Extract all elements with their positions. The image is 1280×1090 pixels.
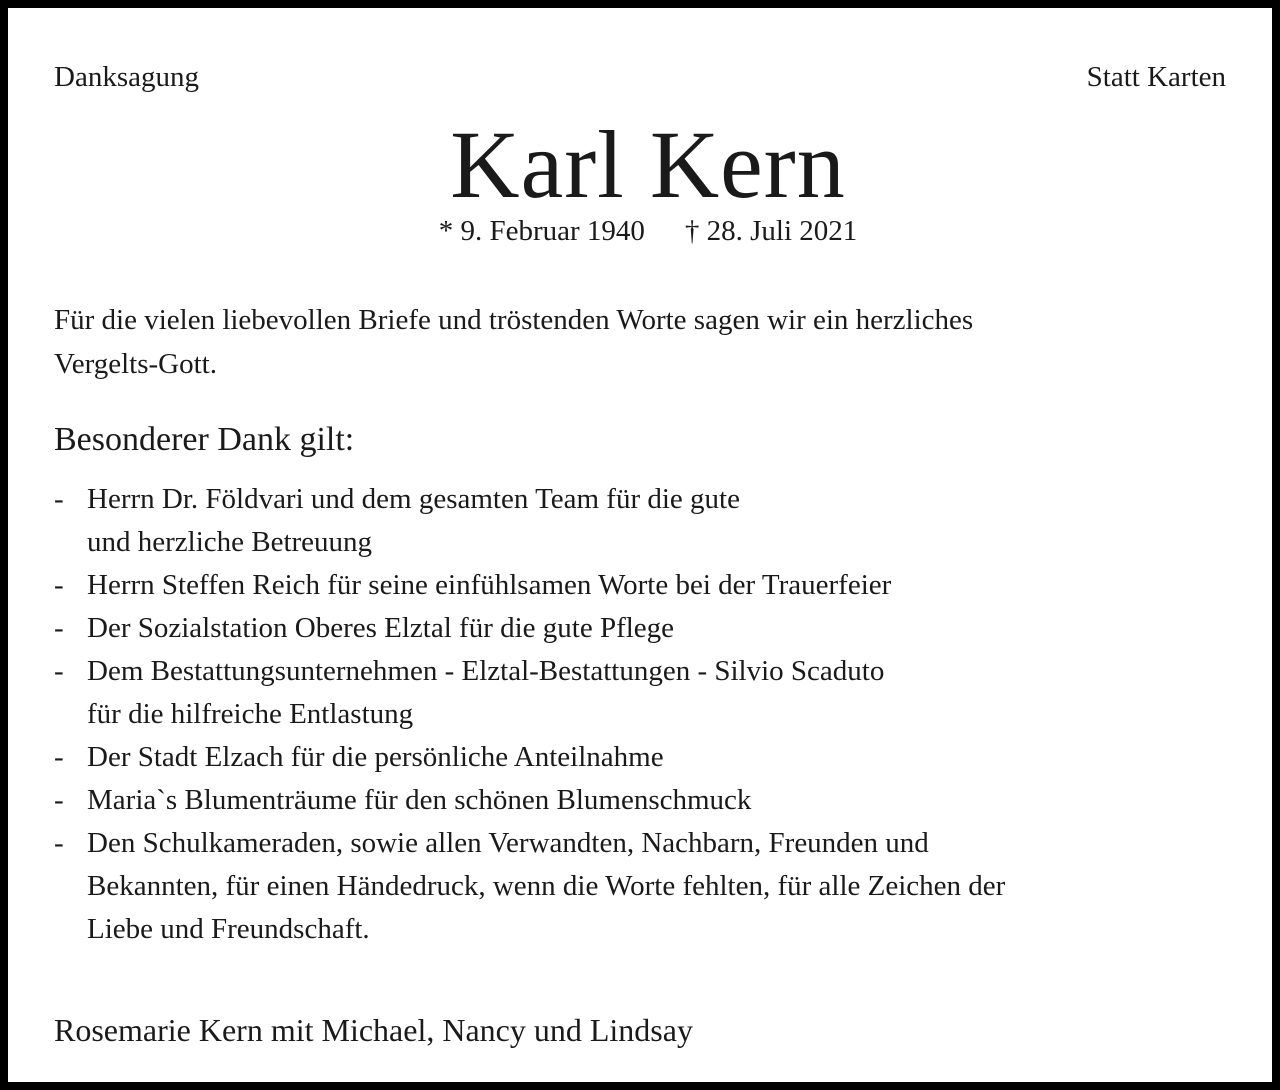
list-bullet: - <box>54 655 64 687</box>
list-item-text <box>87 650 1244 736</box>
list-item-line: Herrn Steffen Reich für seine einfühlsamen Worte bei der Trauerfeier <box>87 569 892 601</box>
list-item-line: Der Sozialstation Oberes Elztal für die gute Pflege <box>87 612 675 644</box>
list-item-text <box>87 564 1244 607</box>
list-item-line: Der Stadt Elzach für die persönliche Anteilnahme <box>87 741 664 773</box>
deceased-name: Karl Kern <box>450 111 846 218</box>
thanks-heading: Besonderer Dank gilt: <box>54 421 355 458</box>
death-date: † 28. Juli 2021 <box>684 215 858 247</box>
intro-line: Für die vielen liebevollen Briefe und tröstenden Worte sagen wir ein herzliches <box>54 304 974 336</box>
list-item-line: Den Schulkameraden, sowie allen Verwandten, Nachbarn, Freunden und <box>87 827 929 859</box>
list-item-text <box>87 779 1244 822</box>
intro-line: Vergelts-Gott. <box>54 348 217 380</box>
list-item <box>54 779 1244 822</box>
list-item-line: Liebe und Freundschaft. <box>87 913 370 945</box>
list-item-line: Maria`s Blumenträume für den schönen Blumenschmuck <box>87 784 752 816</box>
list-item-text <box>87 607 1244 650</box>
life-dates <box>8 213 1280 249</box>
signature: Rosemarie Kern mit Michael, Nancy und Lindsay <box>54 1012 693 1048</box>
list-item <box>54 650 1244 736</box>
list-bullet: - <box>54 569 64 601</box>
list-item <box>54 822 1244 951</box>
list-bullet: - <box>54 483 64 515</box>
list-bullet: - <box>54 741 64 773</box>
list-item-text <box>87 736 1244 779</box>
list-bullet: - <box>54 784 64 816</box>
intro-paragraph <box>54 298 1244 386</box>
thanks-list <box>54 478 1244 951</box>
list-item <box>54 478 1244 564</box>
list-bullet: - <box>54 827 64 859</box>
header-label-right: Statt Karten <box>1086 61 1226 93</box>
list-item <box>54 607 1244 650</box>
list-item-line: Herrn Dr. Földvari und dem gesamten Team für die gute <box>87 483 740 515</box>
list-item <box>54 736 1244 779</box>
list-item-line: für die hilfreiche Entlastung <box>87 698 414 730</box>
birth-date: * 9. Februar 1940 <box>438 215 645 247</box>
list-item-line: und herzliche Betreuung <box>87 526 373 558</box>
list-item-line: Bekannten, für einen Händedruck, wenn die Worte fehlten, für alle Zeichen der <box>87 870 1006 902</box>
list-item-line: Dem Bestattungsunternehmen - Elztal-Bestattungen - Silvio Scaduto <box>87 655 885 687</box>
header-label-left: Danksagung <box>54 61 199 93</box>
list-bullet: - <box>54 612 64 644</box>
list-item <box>54 564 1244 607</box>
list-item-text <box>87 478 1244 564</box>
list-item-text <box>87 822 1244 951</box>
